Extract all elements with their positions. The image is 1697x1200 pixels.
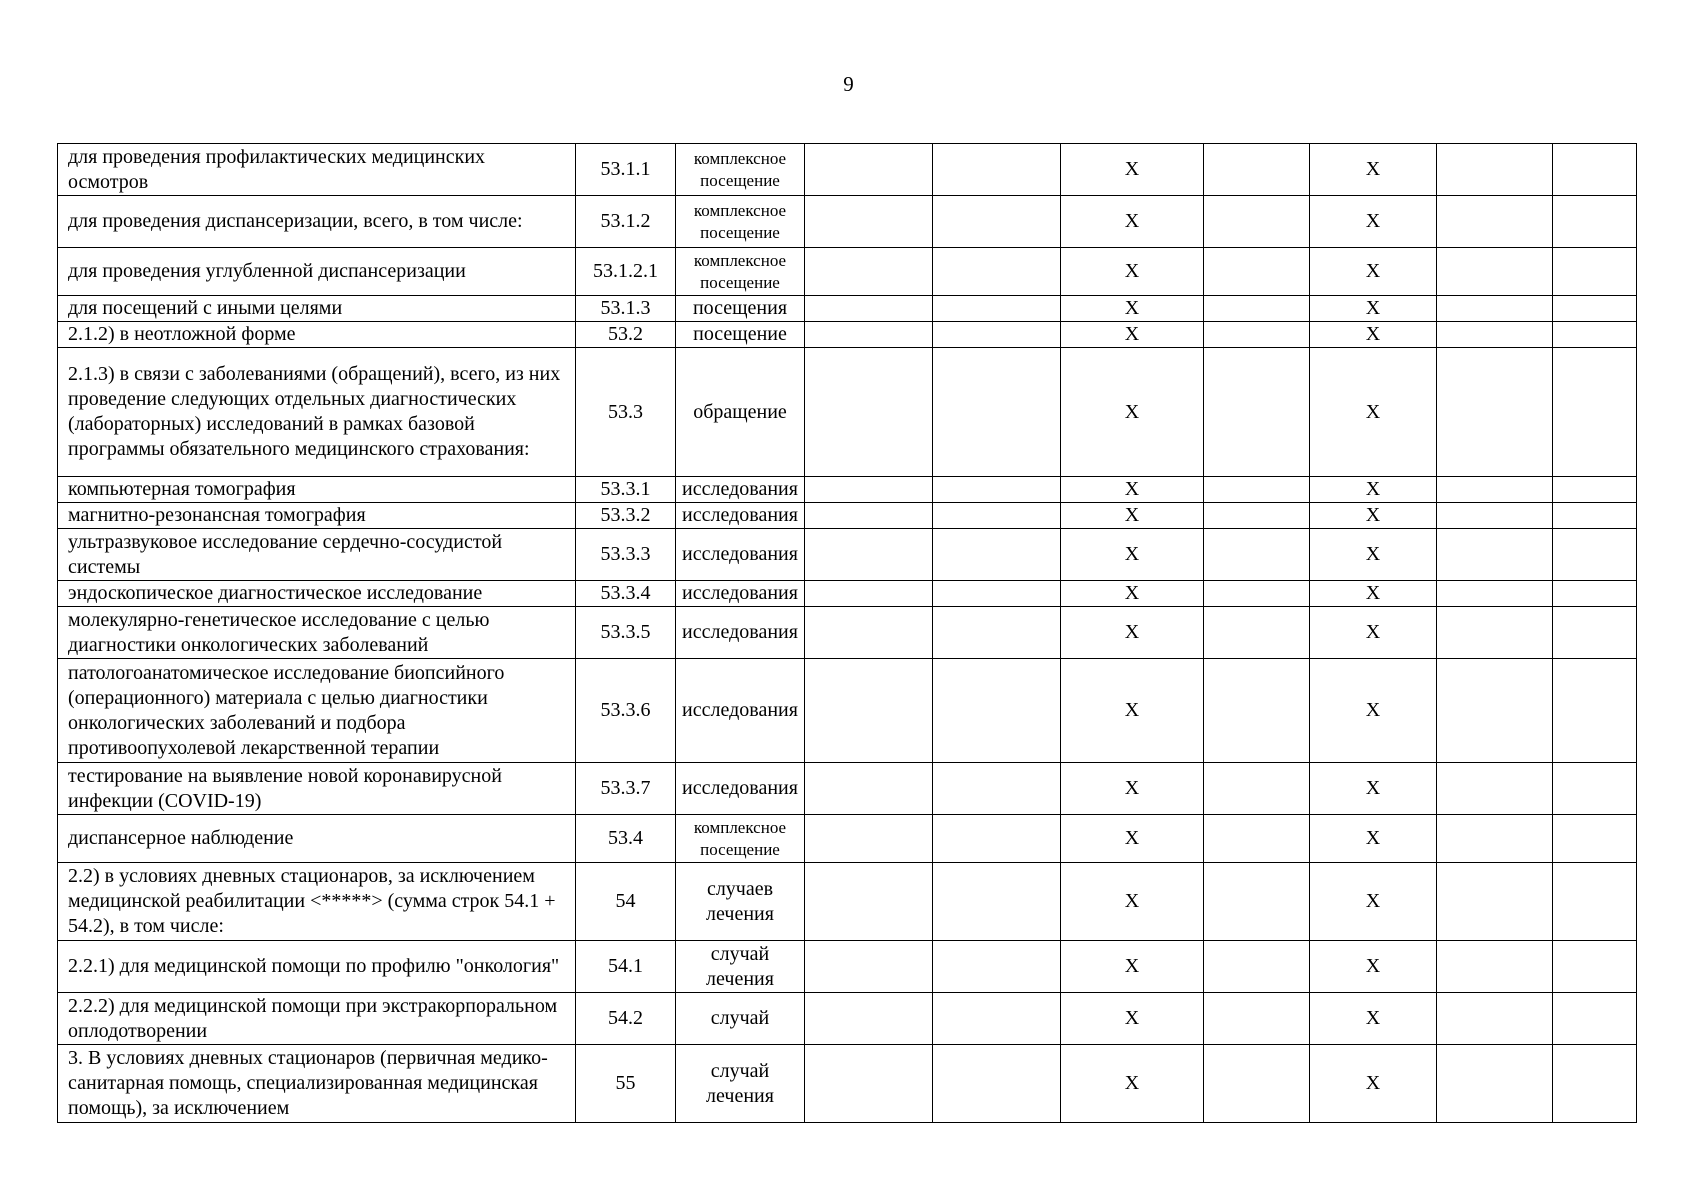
- row-unit-cell: исследования: [676, 659, 805, 763]
- empty-cell: [1553, 659, 1637, 763]
- row-name-cell: для проведения углубленной диспансеризации: [58, 248, 576, 296]
- row-name-cell: тестирование на выявление новой коронавирусной инфекции (COVID-19): [58, 763, 576, 815]
- table-row: [58, 529, 1637, 581]
- empty-cell: [1437, 503, 1553, 529]
- empty-cell: [1553, 993, 1637, 1045]
- empty-cell: [1437, 144, 1553, 196]
- empty-cell: [1204, 144, 1310, 196]
- empty-cell: [1553, 296, 1637, 322]
- row-x-cell: X: [1061, 322, 1204, 348]
- row-code-cell: 53.3.2: [576, 503, 676, 529]
- empty-cell: [805, 863, 933, 941]
- empty-cell: [1204, 1045, 1310, 1123]
- row-name-cell: 2.2) в условиях дневных стационаров, за исключением медицинской реабилитации <*****> (сумма строк 54.1 + 54.2), в том числе:: [58, 863, 576, 941]
- empty-cell: [933, 941, 1061, 993]
- row-code-cell: 53.3: [576, 348, 676, 477]
- row-unit-cell: комплексное посещение: [676, 248, 805, 296]
- empty-cell: [1553, 581, 1637, 607]
- empty-cell: [1204, 503, 1310, 529]
- empty-cell: [1553, 477, 1637, 503]
- empty-cell: [1204, 529, 1310, 581]
- row-x-cell: X: [1310, 1045, 1437, 1123]
- row-name-cell: для проведения диспансеризации, всего, в том числе:: [58, 196, 576, 248]
- row-x-cell: X: [1061, 815, 1204, 863]
- row-unit-cell: случаев лечения: [676, 863, 805, 941]
- row-x-cell: X: [1061, 1045, 1204, 1123]
- empty-cell: [1204, 248, 1310, 296]
- row-x-cell: X: [1061, 348, 1204, 477]
- row-name-cell: 2.1.2) в неотложной форме: [58, 322, 576, 348]
- row-unit-cell: обращение: [676, 348, 805, 477]
- empty-cell: [1204, 477, 1310, 503]
- empty-cell: [1437, 941, 1553, 993]
- page-number: 9: [843, 72, 854, 96]
- row-code-cell: 54: [576, 863, 676, 941]
- empty-cell: [1437, 863, 1553, 941]
- empty-cell: [1204, 296, 1310, 322]
- table-row: [58, 322, 1637, 348]
- row-x-cell: X: [1310, 477, 1437, 503]
- empty-cell: [1437, 248, 1553, 296]
- row-x-cell: X: [1061, 529, 1204, 581]
- empty-cell: [1204, 815, 1310, 863]
- row-code-cell: 53.2: [576, 322, 676, 348]
- row-x-cell: X: [1310, 659, 1437, 763]
- table-row: [58, 248, 1637, 296]
- empty-cell: [1553, 941, 1637, 993]
- row-unit-cell: исследования: [676, 763, 805, 815]
- empty-cell: [1553, 863, 1637, 941]
- empty-cell: [1204, 322, 1310, 348]
- row-code-cell: 53.4: [576, 815, 676, 863]
- row-x-cell: X: [1310, 607, 1437, 659]
- empty-cell: [1437, 296, 1553, 322]
- empty-cell: [1204, 863, 1310, 941]
- row-x-cell: X: [1310, 296, 1437, 322]
- empty-cell: [805, 1045, 933, 1123]
- row-x-cell: X: [1310, 322, 1437, 348]
- empty-cell: [1437, 659, 1553, 763]
- row-x-cell: X: [1061, 581, 1204, 607]
- row-code-cell: 53.3.1: [576, 477, 676, 503]
- empty-cell: [1553, 322, 1637, 348]
- row-x-cell: X: [1310, 503, 1437, 529]
- row-name-cell: для посещений с иными целями: [58, 296, 576, 322]
- row-name-cell: эндоскопическое диагностическое исследование: [58, 581, 576, 607]
- row-x-cell: X: [1310, 581, 1437, 607]
- row-unit-cell: комплексное посещение: [676, 196, 805, 248]
- empty-cell: [1437, 322, 1553, 348]
- row-x-cell: X: [1061, 863, 1204, 941]
- table-row: [58, 144, 1637, 196]
- empty-cell: [805, 248, 933, 296]
- row-code-cell: 53.1.3: [576, 296, 676, 322]
- row-unit-cell: случай лечения: [676, 941, 805, 993]
- row-unit-cell: исследования: [676, 607, 805, 659]
- row-x-cell: X: [1310, 196, 1437, 248]
- table-row: [58, 659, 1637, 763]
- table-row: [58, 581, 1637, 607]
- row-code-cell: 53.3.4: [576, 581, 676, 607]
- row-x-cell: X: [1061, 607, 1204, 659]
- row-x-cell: X: [1310, 348, 1437, 477]
- row-name-cell: ультразвуковое исследование сердечно-сосудистой системы: [58, 529, 576, 581]
- empty-cell: [933, 1045, 1061, 1123]
- row-x-cell: X: [1061, 503, 1204, 529]
- row-x-cell: X: [1061, 993, 1204, 1045]
- empty-cell: [933, 763, 1061, 815]
- row-name-cell: 2.1.3) в связи с заболеваниями (обращений), всего, из них проведение следующих отдельных диагностических (лабораторных) исследований в рамках базовой программы обязательного медицинского страхования:: [58, 348, 576, 477]
- empty-cell: [1553, 815, 1637, 863]
- empty-cell: [1553, 503, 1637, 529]
- empty-cell: [805, 348, 933, 477]
- row-x-cell: X: [1310, 815, 1437, 863]
- empty-cell: [933, 196, 1061, 248]
- empty-cell: [1553, 1045, 1637, 1123]
- row-x-cell: X: [1061, 248, 1204, 296]
- empty-cell: [805, 941, 933, 993]
- empty-cell: [805, 581, 933, 607]
- row-x-cell: X: [1310, 941, 1437, 993]
- empty-cell: [1437, 607, 1553, 659]
- empty-cell: [933, 144, 1061, 196]
- data-table: [57, 143, 1637, 1123]
- empty-cell: [805, 477, 933, 503]
- empty-cell: [805, 529, 933, 581]
- row-unit-cell: комплексное посещение: [676, 815, 805, 863]
- row-x-cell: X: [1310, 993, 1437, 1045]
- row-x-cell: X: [1061, 763, 1204, 815]
- empty-cell: [1437, 477, 1553, 503]
- row-x-cell: X: [1310, 863, 1437, 941]
- empty-cell: [1204, 659, 1310, 763]
- empty-cell: [1437, 993, 1553, 1045]
- row-code-cell: 53.3.6: [576, 659, 676, 763]
- empty-cell: [933, 659, 1061, 763]
- empty-cell: [933, 348, 1061, 477]
- empty-cell: [1204, 993, 1310, 1045]
- row-x-cell: X: [1310, 763, 1437, 815]
- empty-cell: [1553, 248, 1637, 296]
- empty-cell: [1553, 348, 1637, 477]
- row-x-cell: X: [1061, 941, 1204, 993]
- empty-cell: [933, 815, 1061, 863]
- row-code-cell: 53.1.2.1: [576, 248, 676, 296]
- empty-cell: [1553, 607, 1637, 659]
- empty-cell: [1437, 348, 1553, 477]
- empty-cell: [933, 993, 1061, 1045]
- row-x-cell: X: [1061, 296, 1204, 322]
- row-name-cell: магнитно-резонансная томография: [58, 503, 576, 529]
- table-row: [58, 477, 1637, 503]
- row-code-cell: 53.1.2: [576, 196, 676, 248]
- empty-cell: [1204, 941, 1310, 993]
- empty-cell: [1437, 815, 1553, 863]
- table-row: [58, 763, 1637, 815]
- row-x-cell: X: [1061, 659, 1204, 763]
- empty-cell: [1437, 1045, 1553, 1123]
- empty-cell: [933, 296, 1061, 322]
- table-row: [58, 941, 1637, 993]
- row-name-cell: компьютерная томография: [58, 477, 576, 503]
- row-x-cell: X: [1061, 477, 1204, 503]
- empty-cell: [1553, 144, 1637, 196]
- table-row: [58, 863, 1637, 941]
- empty-cell: [805, 607, 933, 659]
- empty-cell: [805, 296, 933, 322]
- row-x-cell: X: [1061, 196, 1204, 248]
- row-name-cell: 3. В условиях дневных стационаров (первичная медико-санитарная помощь, специализированная медицинская помощь), за исключением: [58, 1045, 576, 1123]
- row-name-cell: диспансерное наблюдение: [58, 815, 576, 863]
- row-x-cell: X: [1310, 144, 1437, 196]
- empty-cell: [805, 763, 933, 815]
- row-code-cell: 54.2: [576, 993, 676, 1045]
- empty-cell: [805, 196, 933, 248]
- row-unit-cell: посещения: [676, 296, 805, 322]
- table-row: [58, 993, 1637, 1045]
- row-unit-cell: случай: [676, 993, 805, 1045]
- row-code-cell: 53.3.3: [576, 529, 676, 581]
- row-unit-cell: исследования: [676, 477, 805, 503]
- empty-cell: [1553, 529, 1637, 581]
- row-name-cell: молекулярно-генетическое исследование с целью диагностики онкологических заболеваний: [58, 607, 576, 659]
- table-row: [58, 607, 1637, 659]
- empty-cell: [933, 248, 1061, 296]
- row-code-cell: 53.3.7: [576, 763, 676, 815]
- row-name-cell: 2.2.1) для медицинской помощи по профилю "онкология": [58, 941, 576, 993]
- row-name-cell: для проведения профилактических медицинских осмотров: [58, 144, 576, 196]
- empty-cell: [1204, 607, 1310, 659]
- empty-cell: [1204, 581, 1310, 607]
- empty-cell: [933, 503, 1061, 529]
- empty-cell: [933, 529, 1061, 581]
- row-x-cell: X: [1310, 248, 1437, 296]
- empty-cell: [1437, 581, 1553, 607]
- row-code-cell: 54.1: [576, 941, 676, 993]
- row-x-cell: X: [1061, 144, 1204, 196]
- empty-cell: [805, 815, 933, 863]
- empty-cell: [1437, 529, 1553, 581]
- empty-cell: [805, 993, 933, 1045]
- row-name-cell: 2.2.2) для медицинской помощи при экстракорпоральном оплодотворении: [58, 993, 576, 1045]
- table-row: [58, 815, 1637, 863]
- row-x-cell: X: [1310, 529, 1437, 581]
- empty-cell: [1437, 196, 1553, 248]
- row-unit-cell: комплексное посещение: [676, 144, 805, 196]
- empty-cell: [1204, 763, 1310, 815]
- empty-cell: [1204, 348, 1310, 477]
- empty-cell: [1437, 763, 1553, 815]
- table-row: [58, 196, 1637, 248]
- empty-cell: [1204, 196, 1310, 248]
- table-row: [58, 296, 1637, 322]
- row-code-cell: 53.3.5: [576, 607, 676, 659]
- empty-cell: [1553, 763, 1637, 815]
- row-unit-cell: исследования: [676, 503, 805, 529]
- row-code-cell: 53.1.1: [576, 144, 676, 196]
- empty-cell: [805, 144, 933, 196]
- row-unit-cell: исследования: [676, 529, 805, 581]
- row-unit-cell: посещение: [676, 322, 805, 348]
- empty-cell: [805, 322, 933, 348]
- table-row: [58, 1045, 1637, 1123]
- empty-cell: [805, 659, 933, 763]
- empty-cell: [805, 503, 933, 529]
- empty-cell: [1553, 196, 1637, 248]
- row-unit-cell: случай лечения: [676, 1045, 805, 1123]
- row-unit-cell: исследования: [676, 581, 805, 607]
- empty-cell: [933, 863, 1061, 941]
- empty-cell: [933, 322, 1061, 348]
- table-body: [58, 144, 1637, 1123]
- table-row: [58, 348, 1637, 477]
- empty-cell: [933, 581, 1061, 607]
- table-row: [58, 503, 1637, 529]
- empty-cell: [933, 607, 1061, 659]
- row-name-cell: патологоанатомическое исследование биопсийного (операционного) материала с целью диагностики онкологических заболеваний и подбора противоопухолевой лекарственной терапии: [58, 659, 576, 763]
- row-code-cell: 55: [576, 1045, 676, 1123]
- empty-cell: [933, 477, 1061, 503]
